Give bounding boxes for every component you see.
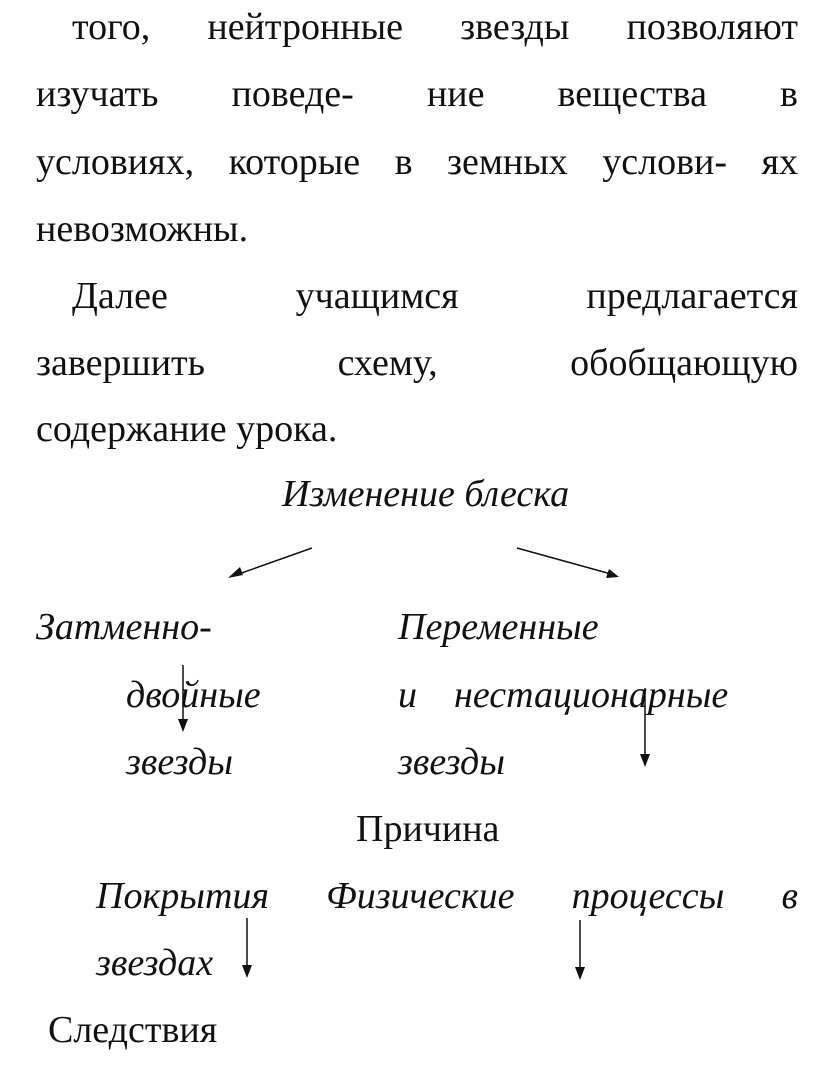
left-branch-line1: Затменно- bbox=[36, 606, 212, 648]
cause-line2: звездах bbox=[96, 942, 214, 984]
cause-line1 bbox=[96, 877, 798, 915]
word: изучать bbox=[36, 73, 159, 115]
word: схему, bbox=[337, 342, 438, 384]
arrow-down-icon bbox=[575, 920, 585, 980]
text-line bbox=[36, 344, 798, 382]
word: земных bbox=[447, 141, 568, 183]
word: в bbox=[394, 141, 413, 183]
word: Покрытия bbox=[96, 875, 270, 917]
arrow-down-left-icon bbox=[228, 548, 312, 578]
word: вещества bbox=[557, 73, 707, 115]
right-branch-line2a: и bbox=[398, 674, 417, 716]
word: услови- bbox=[602, 141, 728, 183]
right-branch-line2b: нестационарные bbox=[454, 674, 729, 716]
word: процессы bbox=[571, 875, 725, 917]
text-line bbox=[72, 277, 798, 315]
arrow-down-right-icon bbox=[517, 548, 619, 578]
effect-label: Следствия bbox=[48, 1009, 218, 1051]
text-line bbox=[36, 143, 798, 181]
word: завершить bbox=[36, 342, 205, 384]
text-line: содержание урока. bbox=[36, 408, 338, 450]
word: нейтронные bbox=[207, 6, 404, 48]
word: звезды bbox=[460, 6, 570, 48]
text-line bbox=[36, 75, 798, 113]
word: которые bbox=[228, 141, 361, 183]
word: условиях, bbox=[36, 141, 195, 183]
word: Физические bbox=[326, 875, 515, 917]
word: позволяют bbox=[626, 6, 798, 48]
left-branch-line2: двойные bbox=[126, 674, 261, 716]
word: ние bbox=[426, 73, 485, 115]
word: в bbox=[780, 73, 798, 115]
cause-label: Причина bbox=[356, 808, 500, 850]
right-branch-line3: звезды bbox=[398, 741, 505, 783]
word: ях bbox=[761, 141, 798, 183]
left-branch-line3: звезды bbox=[126, 741, 233, 783]
right-branch-line1: Переменные bbox=[398, 606, 599, 648]
word: в bbox=[781, 875, 798, 917]
arrow-down-icon bbox=[242, 918, 252, 978]
word: поведе- bbox=[231, 73, 354, 115]
word: обобщающую bbox=[570, 342, 798, 384]
word: того, bbox=[72, 6, 151, 48]
word: Далее bbox=[72, 275, 168, 317]
word: учащимся bbox=[295, 275, 459, 317]
scheme-title: Изменение блеска bbox=[282, 473, 570, 515]
text-line: невозможны. bbox=[36, 208, 249, 250]
text-line bbox=[72, 8, 798, 46]
word: предлагается bbox=[586, 275, 798, 317]
